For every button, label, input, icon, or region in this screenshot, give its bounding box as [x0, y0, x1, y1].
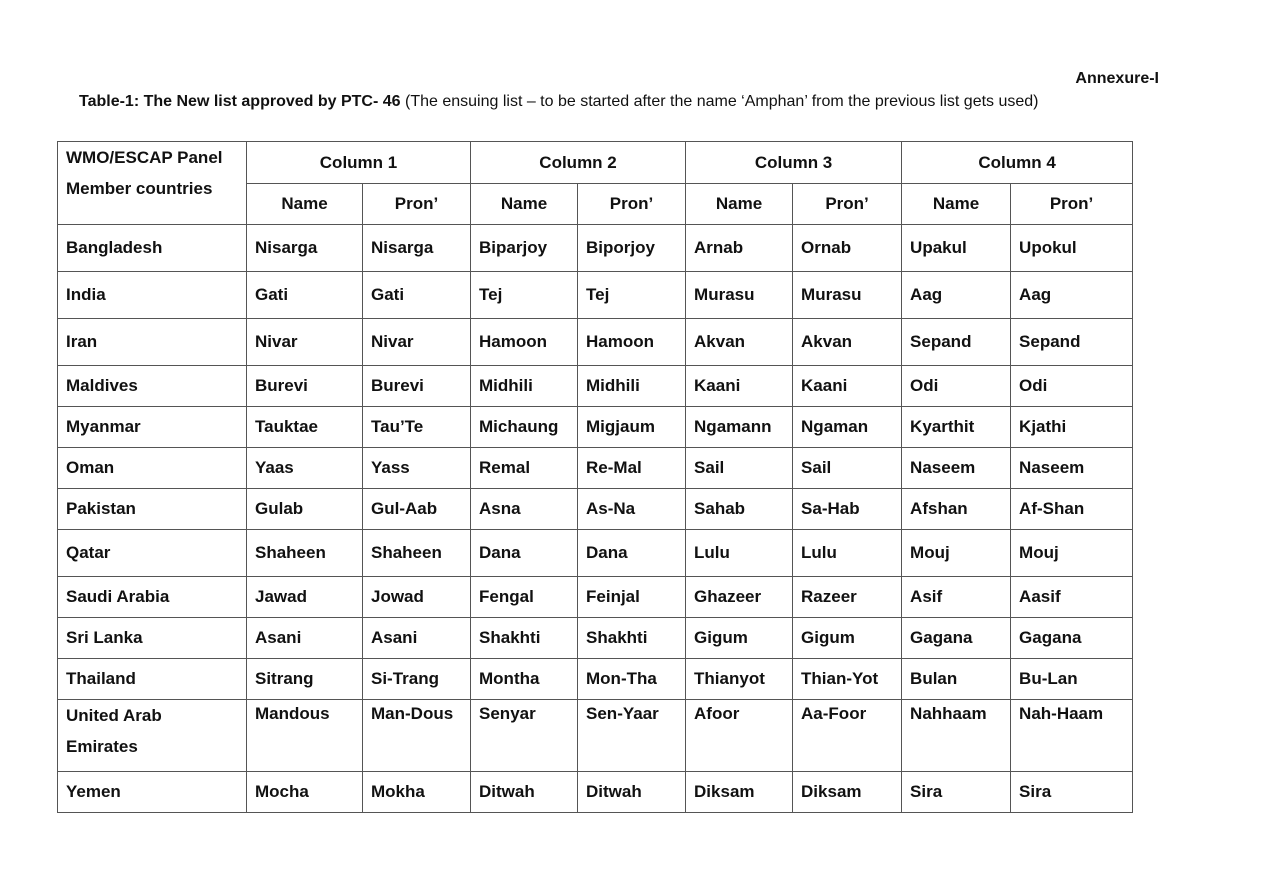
name-cell: Hamoon — [471, 319, 578, 366]
table-title — [79, 93, 1039, 111]
pronunciation-cell: Si-Trang — [363, 659, 471, 700]
pronunciation-cell: Kjathi — [1011, 407, 1133, 448]
pronunciation-cell: Hamoon — [578, 319, 686, 366]
country-cell: India — [58, 272, 247, 319]
table-row — [58, 272, 1133, 319]
name-cell: Bulan — [902, 659, 1011, 700]
pronunciation-cell: Razeer — [793, 577, 902, 618]
pronunciation-cell: Bu-Lan — [1011, 659, 1133, 700]
name-cell: Sahab — [686, 489, 793, 530]
name-cell: Sepand — [902, 319, 1011, 366]
pronunciation-cell: Odi — [1011, 366, 1133, 407]
name-cell: Tauktae — [247, 407, 363, 448]
name-cell: Nisarga — [247, 225, 363, 272]
table-row — [58, 225, 1133, 272]
name-cell: Nahhaam — [902, 700, 1011, 772]
country-cell: Pakistan — [58, 489, 247, 530]
pronunciation-cell: Tau’Te — [363, 407, 471, 448]
pronunciation-cell: Man-Dous — [363, 700, 471, 772]
name-cell: Nivar — [247, 319, 363, 366]
pronunciation-cell: Upokul — [1011, 225, 1133, 272]
name-cell: Sitrang — [247, 659, 363, 700]
pronunciation-cell: Naseem — [1011, 448, 1133, 489]
name-cell: Sira — [902, 772, 1011, 813]
name-cell: Gagana — [902, 618, 1011, 659]
pronunciation-cell: Lulu — [793, 530, 902, 577]
table-row — [58, 448, 1133, 489]
pronunciation-cell: Nisarga — [363, 225, 471, 272]
country-line2: Emirates — [66, 737, 138, 756]
name-cell: Akvan — [686, 319, 793, 366]
panel-header-line1: WMO/ESCAP Panel — [66, 148, 223, 167]
header-row-columns — [58, 142, 1133, 184]
name-cell: Odi — [902, 366, 1011, 407]
country-cell: Maldives — [58, 366, 247, 407]
column-2-header: Column 2 — [471, 142, 686, 184]
pronunciation-cell: Thian-Yot — [793, 659, 902, 700]
table-row — [58, 489, 1133, 530]
pronunciation-cell: Af-Shan — [1011, 489, 1133, 530]
name-cell: Arnab — [686, 225, 793, 272]
country-cell: Saudi Arabia — [58, 577, 247, 618]
pronunciation-cell: Tej — [578, 272, 686, 319]
name-cell: Mandous — [247, 700, 363, 772]
pron-subheader: Pron’ — [578, 184, 686, 225]
name-cell: Shaheen — [247, 530, 363, 577]
column-1-header: Column 1 — [247, 142, 471, 184]
name-cell: Diksam — [686, 772, 793, 813]
name-subheader: Name — [686, 184, 793, 225]
pronunciation-cell: Ngaman — [793, 407, 902, 448]
table-row — [58, 530, 1133, 577]
pronunciation-cell: Murasu — [793, 272, 902, 319]
table-title-description: (The ensuing list – to be started after the name ‘Amphan’ from the previous list gets used) — [400, 93, 1039, 110]
table-header — [58, 142, 1133, 225]
name-cell: Asna — [471, 489, 578, 530]
name-cell: Asani — [247, 618, 363, 659]
name-cell: Kaani — [686, 366, 793, 407]
pronunciation-cell: Kaani — [793, 366, 902, 407]
country-cell: Thailand — [58, 659, 247, 700]
pronunciation-cell: Sail — [793, 448, 902, 489]
pronunciation-cell: Akvan — [793, 319, 902, 366]
country-cell: Myanmar — [58, 407, 247, 448]
panel-member-header — [58, 142, 247, 225]
name-cell: Senyar — [471, 700, 578, 772]
table-body — [58, 225, 1133, 813]
country-cell — [58, 700, 247, 772]
name-cell: Montha — [471, 659, 578, 700]
name-cell: Yaas — [247, 448, 363, 489]
name-cell: Afoor — [686, 700, 793, 772]
pronunciation-cell: Dana — [578, 530, 686, 577]
name-cell: Aag — [902, 272, 1011, 319]
pronunciation-cell: Mokha — [363, 772, 471, 813]
name-subheader: Name — [902, 184, 1011, 225]
pronunciation-cell: Sen-Yaar — [578, 700, 686, 772]
pronunciation-cell: As-Na — [578, 489, 686, 530]
table-row — [58, 407, 1133, 448]
annexure-label: Annexure-I — [1075, 70, 1159, 87]
name-cell: Sail — [686, 448, 793, 489]
name-cell: Biparjoy — [471, 225, 578, 272]
pronunciation-cell: Aasif — [1011, 577, 1133, 618]
pronunciation-cell: Gigum — [793, 618, 902, 659]
pronunciation-cell: Biporjoy — [578, 225, 686, 272]
pronunciation-cell: Midhili — [578, 366, 686, 407]
table-row — [58, 772, 1133, 813]
name-cell: Tej — [471, 272, 578, 319]
pronunciation-cell: Shakhti — [578, 618, 686, 659]
table-row — [58, 618, 1133, 659]
pronunciation-cell: Burevi — [363, 366, 471, 407]
name-cell: Midhili — [471, 366, 578, 407]
pronunciation-cell: Sepand — [1011, 319, 1133, 366]
country-cell: Oman — [58, 448, 247, 489]
name-cell: Burevi — [247, 366, 363, 407]
table-title-lead: Table-1: The New list approved by PTC- 46 — [79, 93, 401, 110]
pronunciation-cell: Aag — [1011, 272, 1133, 319]
name-cell: Murasu — [686, 272, 793, 319]
column-4-header: Column 4 — [902, 142, 1133, 184]
table-row — [58, 659, 1133, 700]
name-cell: Remal — [471, 448, 578, 489]
pronunciation-cell: Sira — [1011, 772, 1133, 813]
name-cell: Afshan — [902, 489, 1011, 530]
name-subheader: Name — [471, 184, 578, 225]
table-row — [58, 577, 1133, 618]
name-subheader: Name — [247, 184, 363, 225]
name-cell: Gulab — [247, 489, 363, 530]
pronunciation-cell: Gul-Aab — [363, 489, 471, 530]
country-cell: Bangladesh — [58, 225, 247, 272]
table-row — [58, 319, 1133, 366]
table-row — [58, 366, 1133, 407]
pronunciation-cell: Asani — [363, 618, 471, 659]
pronunciation-cell: Gagana — [1011, 618, 1133, 659]
country-cell: Yemen — [58, 772, 247, 813]
country-cell: Qatar — [58, 530, 247, 577]
name-cell: Lulu — [686, 530, 793, 577]
pron-subheader: Pron’ — [793, 184, 902, 225]
pronunciation-cell: Feinjal — [578, 577, 686, 618]
name-cell: Ditwah — [471, 772, 578, 813]
pronunciation-cell: Ditwah — [578, 772, 686, 813]
pronunciation-cell: Aa-Foor — [793, 700, 902, 772]
pronunciation-cell: Mouj — [1011, 530, 1133, 577]
name-cell: Gigum — [686, 618, 793, 659]
country-line1: United Arab — [66, 706, 162, 725]
pronunciation-cell: Shaheen — [363, 530, 471, 577]
pronunciation-cell: Yass — [363, 448, 471, 489]
name-cell: Naseem — [902, 448, 1011, 489]
name-cell: Fengal — [471, 577, 578, 618]
name-cell: Ngamann — [686, 407, 793, 448]
name-cell: Kyarthit — [902, 407, 1011, 448]
table-row — [58, 700, 1133, 772]
name-cell: Gati — [247, 272, 363, 319]
pronunciation-cell: Re-Mal — [578, 448, 686, 489]
name-cell: Thianyot — [686, 659, 793, 700]
pron-subheader: Pron’ — [1011, 184, 1133, 225]
name-cell: Michaung — [471, 407, 578, 448]
pronunciation-cell: Mon-Tha — [578, 659, 686, 700]
country-cell: Iran — [58, 319, 247, 366]
name-cell: Dana — [471, 530, 578, 577]
pronunciation-cell: Gati — [363, 272, 471, 319]
panel-header-line2: Member countries — [66, 179, 213, 198]
pronunciation-cell: Sa-Hab — [793, 489, 902, 530]
name-cell: Mouj — [902, 530, 1011, 577]
pronunciation-cell: Diksam — [793, 772, 902, 813]
name-cell: Upakul — [902, 225, 1011, 272]
pronunciation-cell: Nivar — [363, 319, 471, 366]
name-cell: Mocha — [247, 772, 363, 813]
name-cell: Ghazeer — [686, 577, 793, 618]
cyclone-names-table — [57, 141, 1133, 813]
column-3-header: Column 3 — [686, 142, 902, 184]
country-cell: Sri Lanka — [58, 618, 247, 659]
pronunciation-cell: Nah-Haam — [1011, 700, 1133, 772]
name-cell: Shakhti — [471, 618, 578, 659]
name-cell: Jawad — [247, 577, 363, 618]
name-cell: Asif — [902, 577, 1011, 618]
pronunciation-cell: Jowad — [363, 577, 471, 618]
pronunciation-cell: Migjaum — [578, 407, 686, 448]
pron-subheader: Pron’ — [363, 184, 471, 225]
pronunciation-cell: Ornab — [793, 225, 902, 272]
